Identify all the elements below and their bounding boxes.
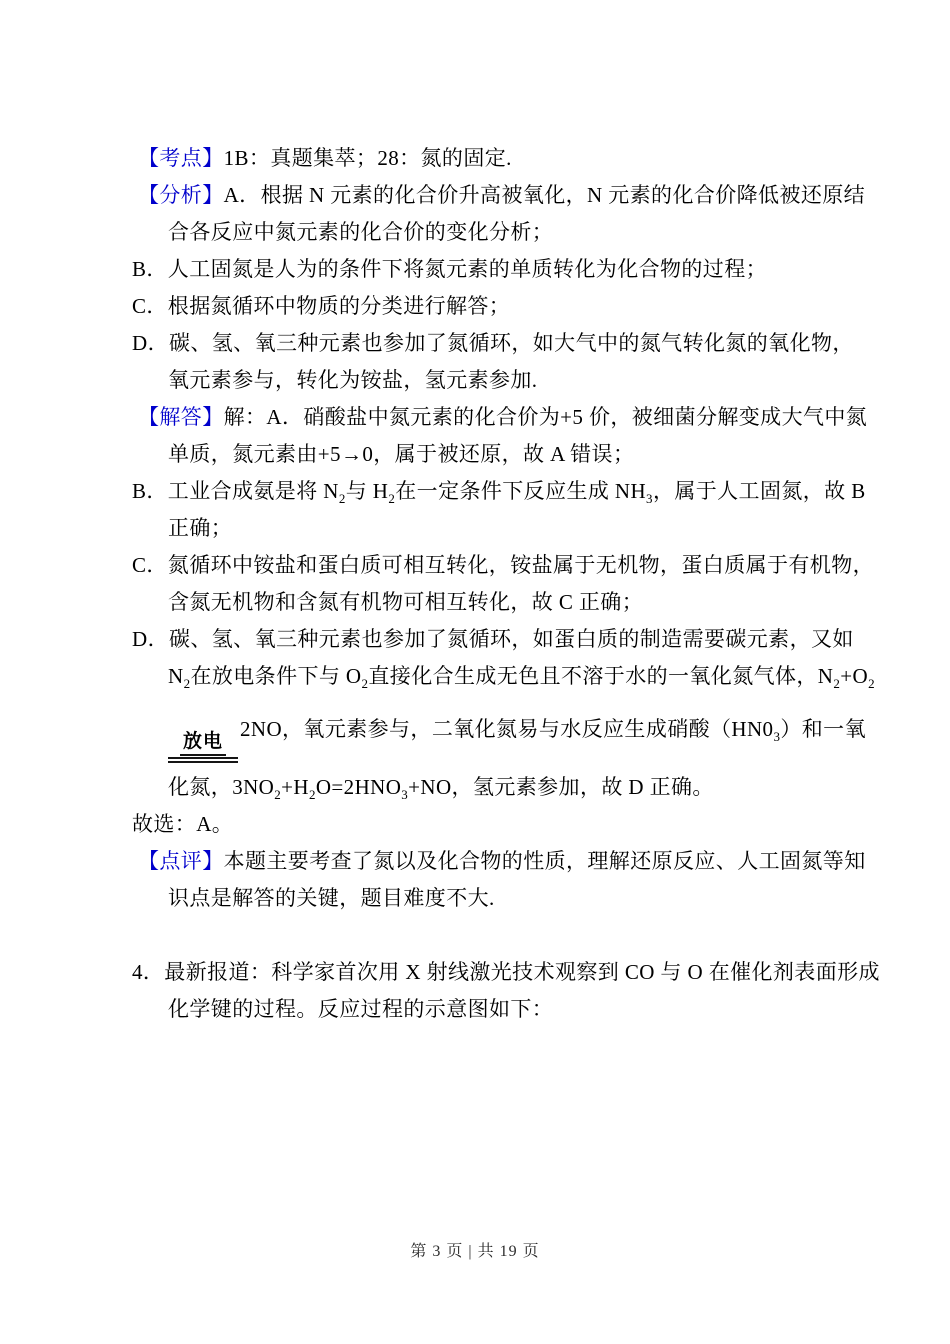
- subscript-text: 2: [274, 787, 282, 803]
- text-line: [132, 251, 842, 288]
- subscript-text: 2: [833, 676, 841, 692]
- text-segment: 化学键的过程。反应过程的示意图如下：: [168, 996, 554, 1021]
- condition-label: 放电: [180, 731, 226, 756]
- text-segment: +O: [840, 664, 869, 688]
- subscript-text: 3: [773, 729, 781, 745]
- text-segment: +H: [281, 774, 309, 799]
- text-segment: B．工业合成氨是将 N: [132, 479, 339, 503]
- text-segment: 含氮无机物和含氮有机物可相互转化，故 C 正确；: [168, 590, 644, 614]
- subscript-text: 3: [401, 787, 409, 803]
- text-line: [132, 769, 842, 806]
- section-marker: 【解答】: [138, 405, 224, 429]
- text-line: [132, 584, 842, 621]
- text-line: [132, 954, 880, 991]
- text-segment: 故选：A。: [132, 811, 234, 836]
- text-segment: 氧元素参与，转化为铵盐，氢元素参加.: [168, 368, 538, 392]
- page-footer: [0, 1238, 950, 1261]
- text-line: [132, 399, 868, 436]
- subscript-text: 2: [338, 491, 346, 507]
- text-line: [132, 843, 866, 880]
- text-segment: N: [168, 664, 184, 688]
- text-segment: 解：A．硝酸盐中氮元素的化合价为+5 价，被细菌分解变成大气中氮: [223, 405, 868, 429]
- page-number-label: 第 3 页 | 共 19 页: [410, 1243, 540, 1260]
- text-line: [132, 436, 842, 473]
- text-segment: 1B：真题集萃；28：氮的固定.: [223, 146, 512, 170]
- text-line: [132, 473, 866, 510]
- text-segment: ，属于人工固氮，故 B: [652, 479, 866, 503]
- text-segment: 正确；: [168, 516, 233, 540]
- text-segment: 4．最新报道：科学家首次用 X 射线激光技术观察到 CO 与 O 在催化剂表面形成: [132, 959, 880, 984]
- subscript-text: 2: [868, 676, 875, 692]
- text-segment: C．根据氮循环中物质的分类进行解答；: [132, 294, 511, 318]
- text-line: [132, 325, 854, 362]
- text-segment: 在放电条件下与 O: [190, 664, 362, 688]
- text-line: [132, 991, 842, 1028]
- section-marker: 【考点】: [138, 146, 224, 170]
- text-line: [132, 547, 875, 584]
- text-line: [132, 214, 842, 251]
- section-marker: 【分析】: [138, 183, 224, 207]
- section-marker: 【点评】: [138, 848, 224, 873]
- text-segment: 本题主要考查了氮以及化合物的性质，理解还原反应、人工固氮等知: [223, 848, 866, 873]
- subscript-text: 2: [388, 491, 396, 507]
- text-line: [132, 880, 842, 917]
- text-segment: 在一定条件下反应生成 NH: [395, 479, 647, 503]
- text-segment: D．碳、氢、氧三种元素也参加了氮循环，如蛋白质的制造需要碳元素，又如: [132, 627, 854, 651]
- text-segment: 2NO，氧元素参与，二氧化氮易与水反应生成硝酸（HN0: [240, 717, 774, 741]
- text-segment: 识点是解答的关键，题目难度不大.: [168, 885, 495, 910]
- text-line: [132, 362, 842, 399]
- text-segment: 直接化合生成无色且不溶于水的一氧化氮气体，N: [368, 664, 834, 688]
- subscript-text: 2: [183, 676, 191, 692]
- text-segment: +NO，氢元素参加，故 D 正确。: [408, 774, 714, 799]
- text-line: [132, 288, 842, 325]
- text-segment: ）和一氧: [780, 717, 866, 741]
- subscript-text: 3: [646, 491, 653, 507]
- subscript-text: 2: [361, 676, 369, 692]
- text-line: [132, 658, 875, 695]
- text-segment: 单质，氮元素由+5→0，属于被还原，故 A 错误；: [168, 442, 635, 466]
- text-segment: B．人工固氮是人为的条件下将氮元素的单质转化为化合物的过程；: [132, 257, 768, 281]
- text-segment: C．氮循环中铵盐和蛋白质可相互转化，铵盐属于无机物，蛋白质属于有机物，: [132, 553, 875, 577]
- text-line: [132, 711, 866, 763]
- reaction-condition-over-equals: [168, 731, 238, 763]
- text-segment: A．根据 N 元素的化合价升高被氧化，N 元素的化合价降低被还原结: [223, 183, 866, 207]
- text-line: [132, 177, 866, 214]
- text-line: [132, 621, 854, 658]
- text-segment: 与 H: [345, 479, 389, 503]
- text-line: [132, 806, 842, 843]
- double-equals-line: [168, 757, 238, 763]
- text-segment: 化氮，3NO: [168, 774, 275, 799]
- text-line: [132, 510, 842, 547]
- text-segment: O=2HNO: [315, 774, 402, 799]
- subscript-text: 2: [308, 787, 316, 803]
- text-segment: D．碳、氢、氧三种元素也参加了氮循环，如大气中的氮气转化氮的氧化物，: [132, 331, 854, 355]
- text-line: [132, 140, 842, 177]
- blank-line: [132, 917, 842, 954]
- text-segment: 合各反应中氮元素的化合价的变化分析；: [168, 220, 554, 244]
- document-lines: [132, 140, 880, 1028]
